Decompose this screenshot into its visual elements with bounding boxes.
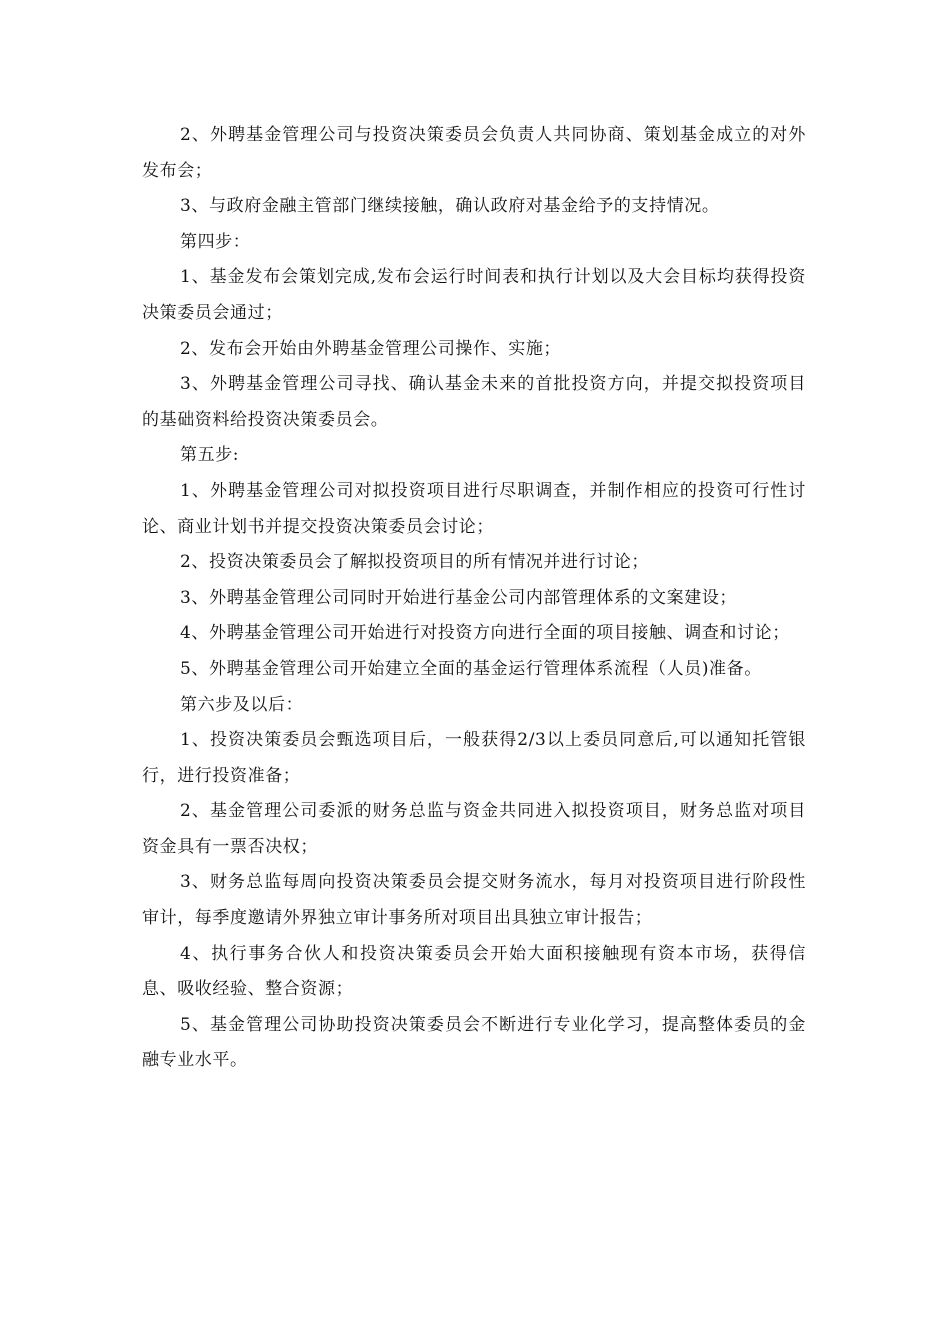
- document-body: [142, 118, 806, 1079]
- paragraph-step6-item2: 2、基金管理公司委派的财务总监与资金共同进入拟投资项目，财务总监对项目资金具有一票否决权；: [142, 801, 806, 857]
- paragraph-step6-item4: 4、执行事务合伙人和投资决策委员会开始大面积接触现有资本市场，获得信息、吸收经验、整合资源；: [142, 943, 806, 1000]
- paragraph-step4-item2: 2、发布会开始由外聘基金管理公司操作、实施；: [180, 338, 562, 359]
- paragraph-step4-item1: 1、基金发布会策划完成,发布会运行时间表和执行计划以及大会目标均获得投资决策委员会通过；: [142, 267, 806, 323]
- paragraph-step5-item5: 5、外聘基金管理公司开始建立全面的基金运行管理体系流程（人员)准备。: [180, 658, 762, 679]
- paragraph-step5-item4: 4、外聘基金管理公司开始进行对投资方向进行全面的项目接触、调查和讨论；: [180, 623, 790, 644]
- paragraph-step5-item3: 3、外聘基金管理公司同时开始进行基金公司内部管理体系的文案建设；: [180, 587, 738, 608]
- paragraph-step5-item2: 2、投资决策委员会了解拟投资项目的所有情况并进行讨论；: [180, 552, 650, 573]
- paragraph-step3-item3: 3、与政府金融主管部门继续接触，确认政府对基金给予的支持情况。: [180, 196, 720, 217]
- step-heading-5: 第五步:: [180, 445, 240, 466]
- step-heading-6: 第六步及以后：: [180, 694, 304, 715]
- step-heading-4: 第四步：: [180, 231, 251, 252]
- paragraph-step6-item3: 3、财务总监每周向投资决策委员会提交财务流水，每月对投资项目进行阶段性审计，每季度邀请外界独立审计事务所对项目出具独立审计报告；: [142, 872, 806, 929]
- paragraph-step6-item1: 1、投资决策委员会甄选项目后，一般获得2/3以上委员同意后,可以通知托管银行，进行投资准备；: [142, 730, 806, 786]
- paragraph-step3-item2: 2、外聘基金管理公司与投资决策委员会负责人共同协商、策划基金成立的对外发布会；: [142, 125, 806, 181]
- paragraph-step6-item5: 5、基金管理公司协助投资决策委员会不断进行专业化学习，提高整体委员的金融专业水平。: [142, 1014, 806, 1071]
- paragraph-step5-item1: 1、外聘基金管理公司对拟投资项目进行尽职调查，并制作相应的投资可行性讨论、商业计划书并提交投资决策委员会讨论；: [142, 480, 806, 537]
- paragraph-step4-item3: 3、外聘基金管理公司寻找、确认基金未来的首批投资方向，并提交拟投资项目的基础资料给投资决策委员会。: [142, 374, 806, 430]
